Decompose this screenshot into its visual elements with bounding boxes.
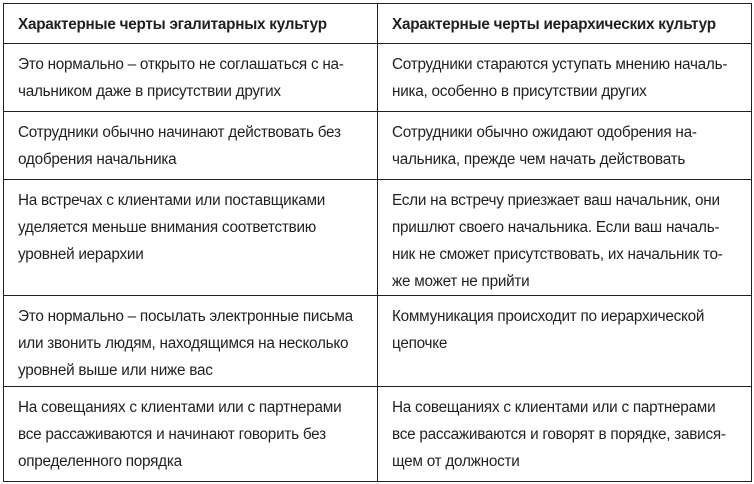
table-row (4, 180, 752, 296)
cell-hierarchical (378, 180, 752, 296)
line: все рассаживаются и говорят в порядке, завися- (392, 426, 726, 443)
line: щем от должности (392, 453, 520, 470)
line: уровней иерархии (18, 246, 144, 263)
cell-hierarchical (378, 296, 752, 387)
table-row (4, 112, 752, 180)
line: пришлют своего начальника. Если ваш началь- (392, 219, 720, 236)
line: или звонить людям, находящимся на несколько (18, 335, 349, 352)
cell-hierarchical (378, 44, 752, 112)
line: чальником даже в присутствии других (18, 83, 281, 100)
table-row (4, 296, 752, 387)
line: Сотрудники обычно ожидают одобрения на- (392, 124, 697, 141)
cell-egalitarian (4, 112, 378, 180)
cell-egalitarian (4, 180, 378, 296)
line: На совещаниях с клиентами или с партнерами (18, 399, 342, 416)
line: Это нормально – открыто не соглашаться с на- (18, 56, 344, 73)
line: цепочке (392, 335, 448, 352)
header-hierarchical: Характерные черты иерархических культур (378, 4, 752, 44)
header-egalitarian: Характерные черты эгалитарных культур (4, 4, 378, 44)
line: Сотрудники обычно начинают действовать без (18, 124, 341, 141)
line: одобрения начальника (18, 151, 177, 168)
table-row (4, 387, 752, 482)
line: чальника, прежде чем начать действовать (392, 151, 686, 168)
line: На встречах с клиентами или поставщиками (18, 192, 326, 209)
line: уровней выше или ниже вас (18, 362, 213, 379)
line: ник не сможет присутствовать, их начальник то- (392, 246, 723, 263)
line: ника, особенно в присутствии других (392, 83, 647, 100)
cell-egalitarian (4, 387, 378, 482)
header-row (4, 4, 752, 44)
line: определенного порядка (18, 453, 182, 470)
table-row (4, 44, 752, 112)
cell-egalitarian (4, 44, 378, 112)
line: Если на встречу приезжает ваш начальник, они (392, 192, 720, 209)
line: уделяется меньше внимания соответствию (18, 219, 317, 236)
line: Сотрудники стараются уступать мнению началь- (392, 56, 728, 73)
cell-egalitarian (4, 296, 378, 387)
line: На совещаниях с клиентами или с партнерами (392, 399, 716, 416)
line: Это нормально – посылать электронные письма (18, 308, 353, 325)
line: все рассаживаются и начинают говорить без (18, 426, 326, 443)
cell-hierarchical (378, 387, 752, 482)
culture-comparison-table (3, 3, 752, 482)
cell-hierarchical (378, 112, 752, 180)
line: же может не прийти (392, 273, 530, 290)
line: Коммуникация происходит по иерархической (392, 308, 705, 325)
